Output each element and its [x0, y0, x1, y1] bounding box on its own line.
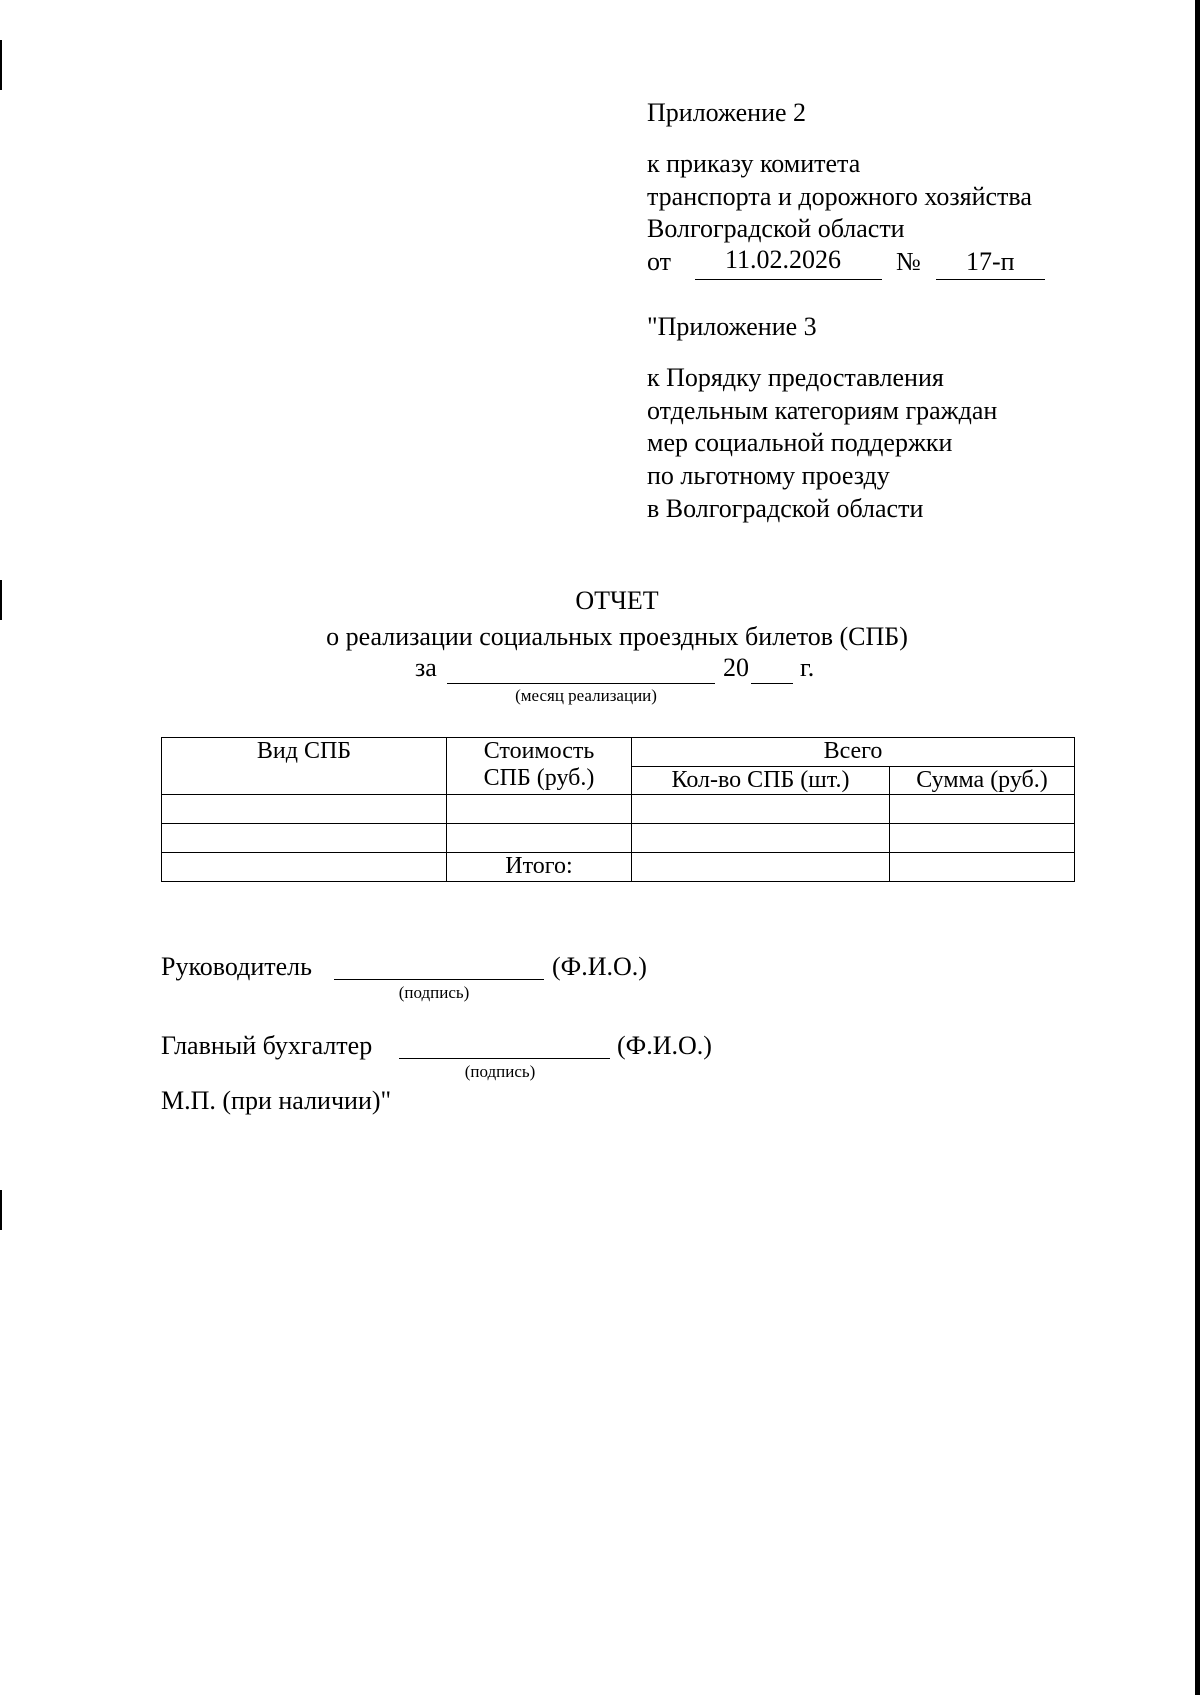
order-number: 17-п: [966, 247, 1015, 276]
table-cell[interactable]: [632, 853, 890, 882]
order-date: 11.02.2026: [725, 245, 842, 274]
table-row: [162, 824, 1075, 853]
head-caption: (подпись): [398, 983, 470, 1002]
table-cell[interactable]: [632, 824, 890, 853]
appendix-order-line: транспорта и дорожного хозяйства: [647, 182, 1032, 211]
accountant-name: (Ф.И.О.): [617, 1031, 712, 1060]
report-table: [161, 737, 1075, 882]
table-cell[interactable]: [447, 824, 632, 853]
quoted-appendix-line: мер социальной поддержки: [647, 428, 953, 457]
quoted-appendix-title: "Приложение 3: [647, 312, 817, 341]
period-month-underline[interactable]: [447, 683, 715, 684]
table-cell[interactable]: [162, 824, 447, 853]
total-label: Итого:: [447, 853, 632, 882]
scan-edge-left: [0, 580, 2, 620]
date-prefix: от: [647, 247, 672, 276]
table-total-row: [162, 853, 1075, 882]
table-header-row: [162, 738, 1075, 767]
report-subtitle: о реализации социальных проездных билетов (СПБ): [326, 622, 908, 651]
table-cell[interactable]: [162, 853, 447, 882]
head-label: Руководитель: [161, 952, 312, 981]
appendix-order-line: Волгоградской области: [647, 214, 905, 243]
head-name: (Ф.И.О.): [552, 952, 647, 981]
year-prefix: 20: [723, 653, 749, 682]
period-prefix: за: [415, 653, 437, 682]
quoted-appendix-line: отдельным категориям граждан: [647, 396, 998, 425]
quoted-appendix-line: по льготному проезду: [647, 461, 890, 490]
header-cost: [447, 738, 632, 795]
header-total: Всего: [632, 738, 1075, 767]
period-year-underline[interactable]: [751, 683, 793, 684]
date-underline: [695, 279, 882, 280]
number-sign: №: [896, 247, 921, 276]
header-type: Вид СПБ: [162, 738, 447, 795]
number-underline: [936, 279, 1045, 280]
period-caption: (месяц реализации): [515, 686, 657, 705]
quoted-appendix-line: к Порядку предоставления: [647, 363, 944, 392]
table-cell[interactable]: [890, 824, 1075, 853]
accountant-label: Главный бухгалтер: [161, 1031, 373, 1060]
scan-edge-left: [0, 1190, 2, 1230]
seal-note: М.П. (при наличии)": [161, 1086, 392, 1115]
scan-edge-left: [0, 40, 2, 90]
header-cost-line: Стоимость: [483, 738, 595, 764]
table-cell[interactable]: [890, 853, 1075, 882]
scan-edge-right: [1195, 0, 1200, 1695]
table-cell[interactable]: [447, 795, 632, 824]
header-cost-line: СПБ (руб.): [483, 765, 595, 791]
appendix-title: Приложение 2: [647, 98, 807, 127]
accountant-caption: (подпись): [464, 1062, 536, 1081]
appendix-order-line: к приказу комитета: [647, 149, 861, 178]
table-cell[interactable]: [162, 795, 447, 824]
head-signature-line[interactable]: [334, 979, 544, 980]
table-cell[interactable]: [890, 795, 1075, 824]
report-title: ОТЧЕТ: [575, 586, 659, 615]
year-suffix: г.: [800, 653, 815, 682]
accountant-signature-line[interactable]: [399, 1058, 610, 1059]
header-sum: Сумма (руб.): [890, 767, 1075, 795]
table-row: [162, 795, 1075, 824]
quoted-appendix-line: в Волгоградской области: [647, 494, 924, 523]
header-count: Кол-во СПБ (шт.): [632, 767, 890, 795]
table-cell[interactable]: [632, 795, 890, 824]
